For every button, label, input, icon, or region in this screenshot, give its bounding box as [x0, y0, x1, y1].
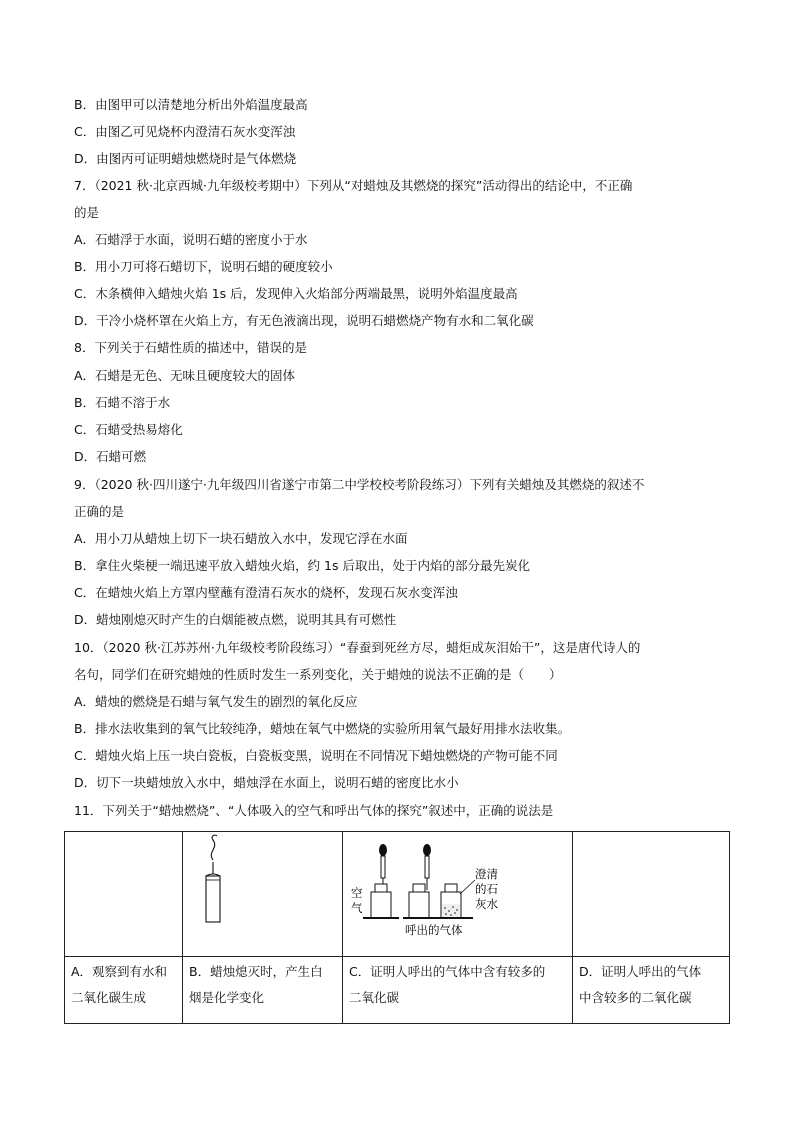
- question-9-option-a: A．用小刀从蜡烛上切下一块石蜡放入水中，发现它浮在水面: [74, 531, 408, 546]
- gas-bottle-exhaled: [409, 884, 429, 918]
- question-7-option-c: C．木条横伸入蜡烛火焰 1s 后，发现伸入火焰部分两端最黑，说明外焰温度最高: [74, 286, 518, 301]
- question-8-option-a: A．石蜡是无色、无味且硬度较大的固体: [74, 368, 296, 383]
- breath-apparatus-figure: [343, 832, 573, 956]
- option-line: D．由图丙可证明蜡烛燃烧时是气体燃烧: [74, 151, 297, 166]
- option-line: B．由图甲可以清楚地分析出外焰温度最高: [74, 97, 308, 112]
- dropper-1: [379, 844, 387, 890]
- candle-body: [206, 876, 220, 922]
- label-air-2: 气: [351, 901, 363, 915]
- option-d-line1: D．证明人呼出的气体: [579, 964, 702, 979]
- label-lime-2: 的石: [475, 882, 498, 896]
- cell-empty-a: [65, 832, 183, 957]
- option-b-line2: 烟是化学变化: [189, 990, 265, 1005]
- label-lime-1: 澄清: [475, 867, 498, 881]
- gas-bottle-air: [371, 884, 391, 918]
- label-exhaled: 呼出的气体: [405, 923, 463, 937]
- question-7-option-a: A．石蜡浮于水面，说明石蜡的密度小于水: [74, 232, 308, 247]
- option-d-line2: 中含较多的二氧化碳: [579, 990, 692, 1005]
- question-9-option-c: C．在蜡烛火焰上方罩内壁蘸有澄清石灰水的烧杯，发现石灰水变浑浊: [74, 585, 458, 600]
- lime-water-bottle: [441, 880, 475, 918]
- question-10-option-a: A．蜡烛的燃烧是石蜡与氧气发生的剧烈的氧化反应: [74, 694, 358, 709]
- question-9-option-d: D．蜡烛刚熄灭时产生的白烟能被点燃，说明其具有可燃性: [74, 612, 397, 627]
- option-c-line2: 二氧化碳: [349, 990, 400, 1005]
- question-10-option-b: B．排水法收集到的氧气比较纯净，蜡烛在氧气中燃烧的实验所用氧气最好用排水法收集。: [74, 721, 571, 736]
- cell-candle-figure: [183, 832, 343, 957]
- cell-empty-d: [573, 832, 730, 957]
- question-11-stem: 11．下列关于“蜡烛燃烧”、“人体吸入的空气和呼出气体的探究”叙述中，正确的说法是: [74, 803, 554, 818]
- option-line: C．由图乙可见烧杯内澄清石灰水变浑浊: [74, 124, 296, 139]
- question-7-option-b: B．用小刀可将石蜡切下，说明石蜡的硬度较小: [74, 259, 333, 274]
- question-10-option-d: D．切下一块蜡烛放入水中，蜡烛浮在水面上，说明石蜡的密度比水小: [74, 775, 459, 790]
- question-7-stem-cont: 的是: [74, 205, 100, 220]
- dropper-2: [423, 844, 431, 890]
- label-air-1: 空: [351, 886, 363, 900]
- question-11-table: [64, 831, 730, 1024]
- question-8-option-c: C．石蜡受热易熔化: [74, 422, 183, 437]
- label-lime-3: 灰水: [475, 897, 498, 911]
- option-b-cell: [183, 957, 343, 1024]
- option-b-line1: B．蜡烛熄灭时，产生白: [189, 964, 323, 979]
- option-a-line1: A．观察到有水和: [71, 964, 168, 979]
- question-10-stem-cont: 名句，同学们在研究蜡烛的性质时发生一系列变化，关于蜡烛的说法不正确的是（ ）: [74, 667, 562, 682]
- extinguished-candle-figure: [183, 832, 343, 956]
- question-8-stem: 8．下列关于石蜡性质的描述中，错误的是: [74, 340, 307, 355]
- question-9-stem: 9．（2020 秋·四川遂宁·九年级四川省遂宁市第二中学校校考阶段练习）下列有关蜡烛及其燃烧的叙述不: [74, 477, 645, 492]
- question-9-stem-cont: 正确的是: [74, 504, 125, 519]
- cell-breath-apparatus-figure: [343, 832, 573, 957]
- option-d-cell: [573, 957, 730, 1024]
- question-10-option-c: C．蜡烛火焰上压一块白瓷板，白瓷板变黑，说明在不同情况下蜡烛燃烧的产物可能不同: [74, 748, 558, 763]
- option-a-cell: [65, 957, 183, 1024]
- question-8-option-d: D．石蜡可燃: [74, 449, 147, 464]
- option-c-cell: [343, 957, 573, 1024]
- question-8-option-b: B．石蜡不溶于水: [74, 395, 171, 410]
- option-c-line1: C．证明人呼出的气体中含有较多的: [349, 964, 546, 979]
- question-7-option-d: D．干冷小烧杯罩在火焰上方，有无色液滴出现，说明石蜡燃烧产物有水和二氧化碳: [74, 313, 534, 328]
- question-10-stem: 10．（2020 秋·江苏苏州·九年级校考阶段练习）“春蚕到死丝方尽，蜡炬成灰泪始干”，这是唐代诗人的: [74, 640, 641, 655]
- question-9-option-b: B．拿住火柴梗一端迅速平放入蜡烛火焰，约 1s 后取出，处于内焰的部分最先炭化: [74, 558, 530, 573]
- smoke-curl: [211, 835, 217, 860]
- question-7-stem: 7．（2021 秋·北京西城·九年级校考期中）下列从“对蜡烛及其燃烧的探究”活动得出的结论中，不正确: [74, 178, 633, 193]
- option-a-line2: 二氧化碳生成: [71, 990, 147, 1005]
